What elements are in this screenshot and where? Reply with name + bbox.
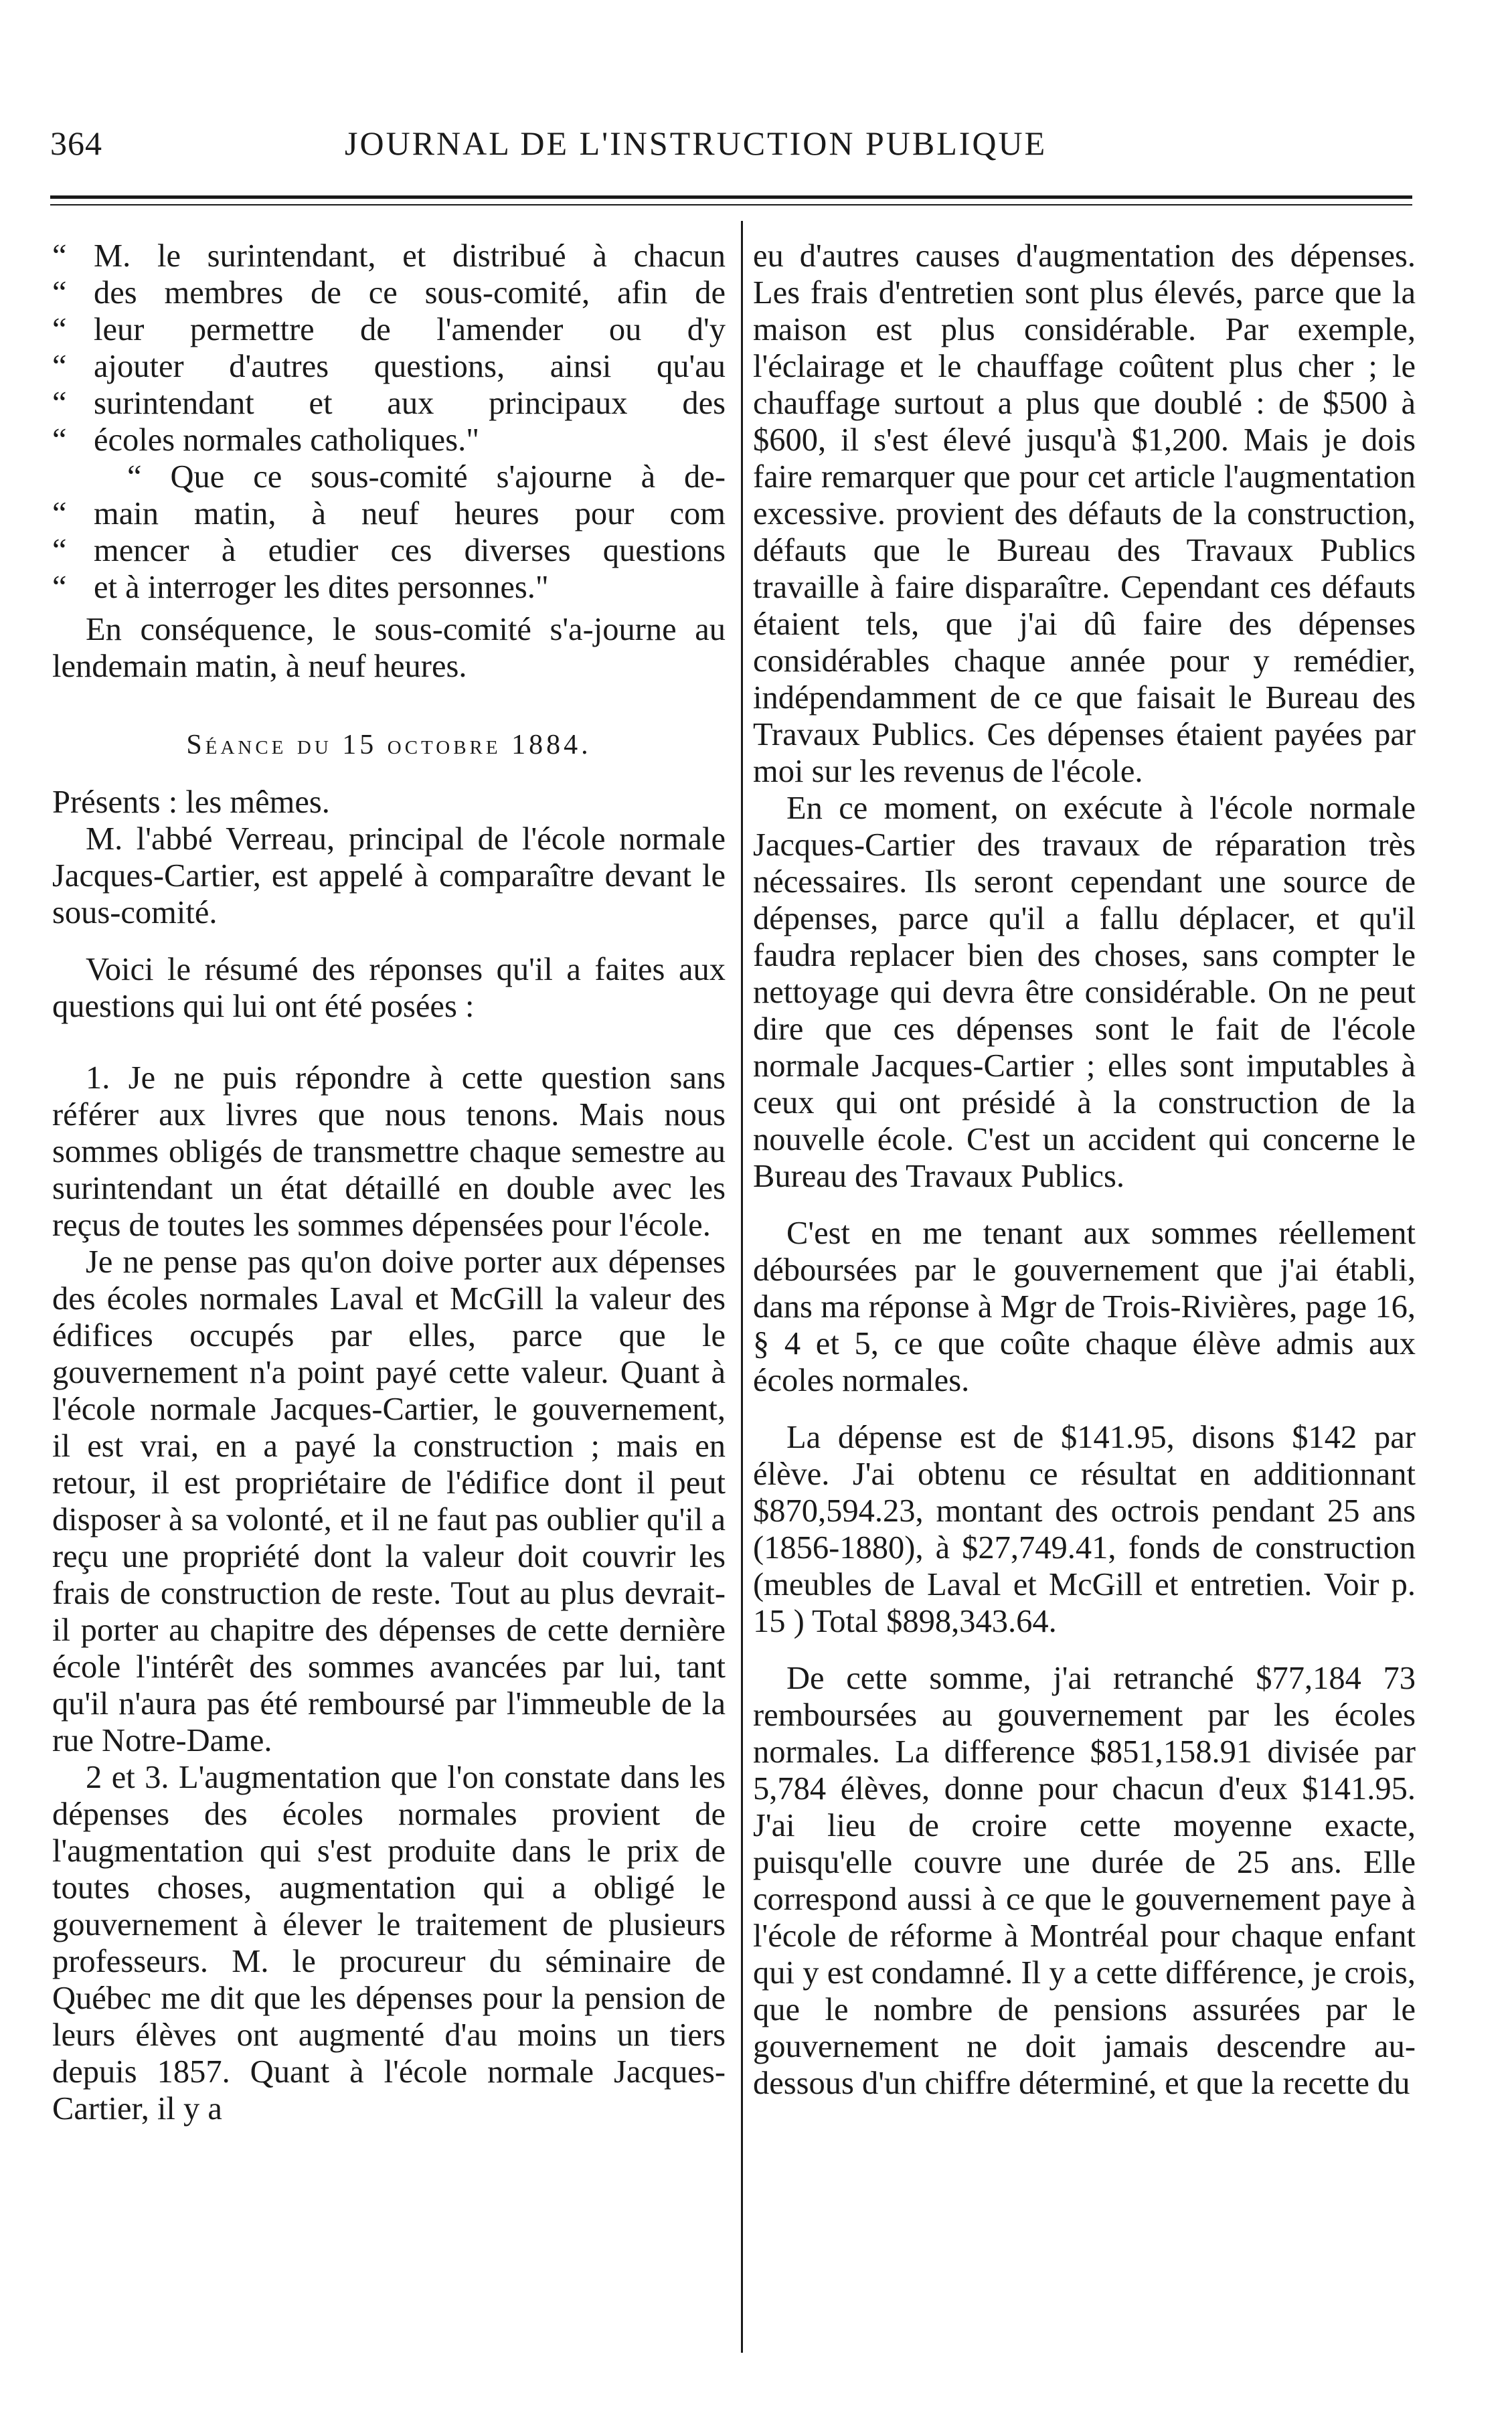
quoted-line: “ M. le surintendant, et distribué à chacun — [52, 238, 726, 274]
paragraph-answer-2-3: 2 et 3. L'augmentation que l'on constate dans les dépenses des écoles normales provient de l'augmentation qui s'est produite dans le prix de toutes choses, augmentation qui a obligé le gouvernement à élever le traitement de plusieurs professeurs. M. le procureur du séminaire de Québec me dit que les dépenses pour la pension de leurs élèves ont augmenté d'au moins un tiers depuis 1857. Quant à l'école normale Jacques-Cartier, il y a — [52, 1760, 726, 2127]
paragraph-right-3: C'est en me tenant aux sommes réellement déboursées par le gouvernement que j'ai établi, dans ma réponse à Mgr de Trois-Rivières, page 16, § 4 et 5, ce que coûte chaque élève admis aux écoles normales. — [753, 1216, 1416, 1398]
section-heading: Séance du 15 octobre 1884. — [186, 730, 592, 760]
paragraph-consequence: En conséquence, le sous-comité s'a-journe au lendemain matin, à neuf heures. — [52, 612, 726, 684]
column-divider — [741, 221, 743, 2353]
quoted-line: “ main matin, à neuf heures pour com — [52, 496, 726, 531]
paragraph-resume: Voici le résumé des réponses qu'il a faites aux questions qui lui ont été posées : — [52, 952, 726, 1024]
quoted-line: “ ajouter d'autres questions, ainsi qu'au — [52, 349, 726, 384]
quoted-line: “ leur permettre de l'amender ou d'y — [52, 312, 726, 347]
quoted-line: “ mencer à etudier ces diverses questions — [52, 533, 726, 568]
paragraph-presents: Présents : les mêmes. — [52, 784, 330, 820]
quoted-line: “ surintendant et aux principaux des — [52, 386, 726, 421]
paragraph-right-2: En ce moment, on exécute à l'école normale Jacques-Cartier des travaux de réparation très nécessaires. Ils seront cependant une source de dépenses, parce qu'il a fallu déplacer, et qu'il faudra replacer bien des choses, sans compter le nettoyage qui devra être considérable. On ne peut dire que ces dépenses sont le fait de l'école normale Jacques-Cartier ; elles sont imputables à ceux qui ont présidé à la construction de la nouvelle école. C'est un accident qui concerne le Bureau des Travaux Publics. — [753, 791, 1416, 1194]
paragraph-answer-1-cont: Je ne pense pas qu'on doive porter aux dépenses des écoles normales Laval et McGill la valeur des édifices occupés par elles, parce que le gouvernement n'a point payé cette valeur. Quant à l'école normale Jacques-Cartier, le gouvernement, il est vrai, en a payé la construction ; mais en retour, il est propriétaire de l'édifice dont il peut disposer à sa volonté, et il ne faut pas oublier qu'il a reçu une propriété dont la valeur doit couvrir les frais de construction de reste. Tout au plus devrait-il porter au chapitre des dépenses de cette dernière école l'intérêt des sommes avancées par lui, tant qu'il n'aura pas été remboursé par l'immeuble de la rue Notre-Dame. — [52, 1244, 726, 1758]
running-title: JOURNAL DE L'INSTRUCTION PUBLIQUE — [345, 124, 1047, 162]
paragraph-verreau: M. l'abbé Verreau, principal de l'école normale Jacques-Cartier, est appelé à comparaître devant le sous-comité. — [52, 821, 726, 930]
quoted-line: “ des membres de ce sous-comité, afin de — [52, 275, 726, 311]
page-header — [50, 124, 1396, 184]
right-column — [753, 238, 1416, 2102]
quoted-line: “ et à interroger les dites personnes." — [52, 570, 549, 605]
quoted-line: “ écoles normales catholiques." — [52, 422, 480, 458]
paragraph-right-1: eu d'autres causes d'augmentation des dépenses. Les frais d'entretien sont plus élevés, parce que la maison est plus considérable. Par exemple, l'éclairage et le chauffage coûtent plus cher ; le chauffage surtout a plus que doublé : de $500 à $600, il s'est élevé jusqu'à $1,200. Mais je dois faire remarquer que pour cet article l'augmentation excessive. provient des défauts de la construction, défauts que le Bureau des Travaux Publics travaille à faire disparaître. Cependant ces défauts étaient tels, que j'ai dû faire des dépenses considérables chaque année pour y remédier, indépendamment de ce que faisait le Bureau des Travaux Publics. Ces dépenses étaient payées par moi sur les revenus de l'école. — [753, 238, 1416, 789]
header-rule-thick — [50, 195, 1412, 199]
header-rule-thin — [50, 204, 1412, 205]
paragraph-right-5: De cette somme, j'ai retranché $77,184 73 remboursées au gouvernement par les écoles normales. La difference $851,158.91 divisée par 5,784 élèves, donne pour chacun d'eux $141.95. J'ai lieu de croire cette moyenne exacte, puisqu'elle couvre une durée de 25 ans. Elle correspond aussi à ce que le gouvernement paye à l'école de réforme à Montréal pour chaque enfant qui y est condamné. Il y a cette différence, je crois, que le nombre de pensions assurées par le gouvernement ne doit jamais descendre au-dessous d'un chiffre déterminé, et que la recette du — [753, 1661, 1416, 2101]
page-number: 364 — [50, 124, 102, 162]
paragraph-answer-1: 1. Je ne puis répondre à cette question sans référer aux livres que nous tenons. Mais nous sommes obligés de transmettre chaque semestre au surintendant un état détaillé en double avec les reçus de toutes les sommes dépensées pour l'école. — [52, 1060, 726, 1243]
quoted-paragraph-start: “ Que ce sous-comité s'ajourne à de- — [127, 459, 726, 495]
left-column — [52, 238, 726, 2127]
paragraph-right-4: La dépense est de $141.95, disons $142 par élève. J'ai obtenu ce résultat en additionnant $870,594.23, montant des octrois pendant 25 ans (1856-1880), à $27,749.41, fonds de construction (meubles de Laval et McGill et entretien. Voir p. 15 ) Total $898,343.64. — [753, 1420, 1416, 1639]
